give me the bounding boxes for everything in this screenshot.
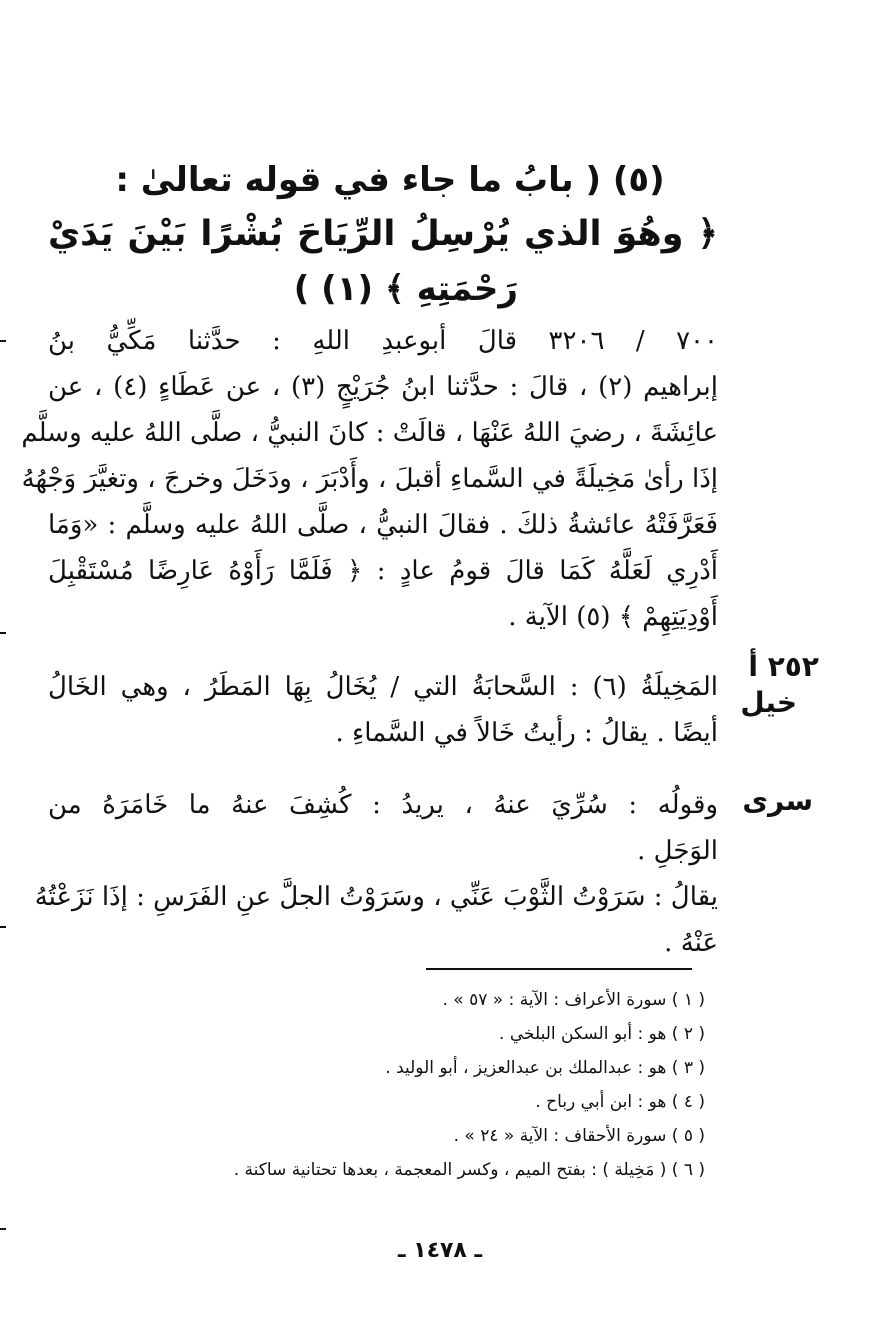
footnote: ( ٢ ) هو : أبو السكن البلخي .: [499, 1024, 705, 1044]
gloss-line: عَنْهُ .: [664, 928, 718, 958]
gloss-line: المَخِيلَةُ (٦) : السَّحابَةُ التي / يُخَالُ بِهَا المَطَرُ ، وهي الخَالُ: [48, 672, 718, 702]
footnote: ( ٤ ) هو : ابن أبي رباح .: [535, 1092, 705, 1112]
hadith-line: عائِشَةَ ، رضيَ اللهُ عَنْهَا ، قالَتْ : كانَ النبيُّ ، صلَّى اللهُ عليه وسلَّم: [21, 418, 718, 448]
root-word-sry: سرى: [742, 784, 813, 817]
hadith-line: إبراهيم (٢) ، قالَ : حدَّثنا ابنُ جُرَيْجٍ (٣) ، عن عَطَاءٍ (٤) ، عن: [48, 372, 718, 402]
hadith-line: ٧٠٠ / ٣٢٠٦ قالَ أبوعبدِ اللهِ : حدَّثنا مَكِّيُّ بنُ: [48, 326, 718, 356]
hadith-line: فَعَرَّفَتْهُ عائشةُ ذلكَ . فقالَ النبيُّ ، صلَّى اللهُ عليه وسلَّم : «وَمَا: [48, 510, 718, 540]
chapter-heading-line-1: (٥) ( بابُ ما جاء في قوله تعالىٰ :: [115, 160, 665, 200]
root-word-khyl: خيل: [740, 686, 797, 719]
hadith-line: أَدْرِي لَعَلَّهُ كَمَا قالَ قومُ عادٍ : ﴿ فَلَمَّا رَأَوْهُ عَارِضًا مُسْتَقْبِلَ: [48, 556, 718, 586]
footnote: ( ٥ ) سورة الأحقاف : الآية « ٢٤ » .: [453, 1126, 705, 1146]
chapter-heading-line-2: ﴿ وهُوَ الذي يُرْسِلُ الرِّيَاحَ بُشْرًا بَيْنَ يَدَيْ: [48, 214, 718, 254]
hadith-line: إذَا رأىٰ مَخِيلَةً في السَّماءِ أقبلَ ، وأَدْبَرَ ، ودَخَلَ وخرجَ ، وتغيَّرَ وَجْهُهُ: [21, 464, 718, 494]
gloss-line: أيضًا . يقالُ : رأيتُ خَالاً في السَّماءِ .: [335, 718, 718, 748]
gloss-line: الوَجَلِ .: [637, 836, 718, 866]
footnote: ( ١ ) سورة الأعراف : الآية : « ٥٧ » .: [442, 990, 705, 1010]
page-number: ـ ١٤٧٨ ـ: [397, 1238, 483, 1263]
gloss-line: يقالُ : سَرَوْتُ الثَّوْبَ عَنِّي ، وسَرَوْتُ الجلَّ عنِ الفَرَسِ : إذَا نَزَعْتُهُ: [34, 882, 718, 912]
footnote: ( ٦ ) ( مَخِيلة ) : بفتح الميم ، وكسر المعجمة ، بعدها تحتانية ساكنة .: [233, 1160, 705, 1180]
folio-marker: ٢٥٢ أ: [748, 650, 819, 683]
scan-edge-mark: [0, 340, 6, 342]
scan-edge-mark: [0, 632, 6, 634]
footnote: ( ٣ ) هو : عبدالملك بن عبدالعزيز ، أبو الوليد .: [385, 1058, 705, 1078]
scan-edge-mark: [0, 926, 6, 928]
gloss-line: وقولُه : سُرِّيَ عنهُ ، يريدُ : كُشِفَ عنهُ ما خَامَرَهُ من: [48, 790, 718, 820]
hadith-line: أَوْدِيَتِهِمْ ﴾ (٥) الآية .: [508, 602, 718, 632]
footnote-separator: [426, 968, 692, 970]
scan-edge-mark: [0, 1228, 6, 1230]
chapter-heading-line-3: رَحْمَتِهِ ﴾ (١) ): [293, 269, 518, 309]
